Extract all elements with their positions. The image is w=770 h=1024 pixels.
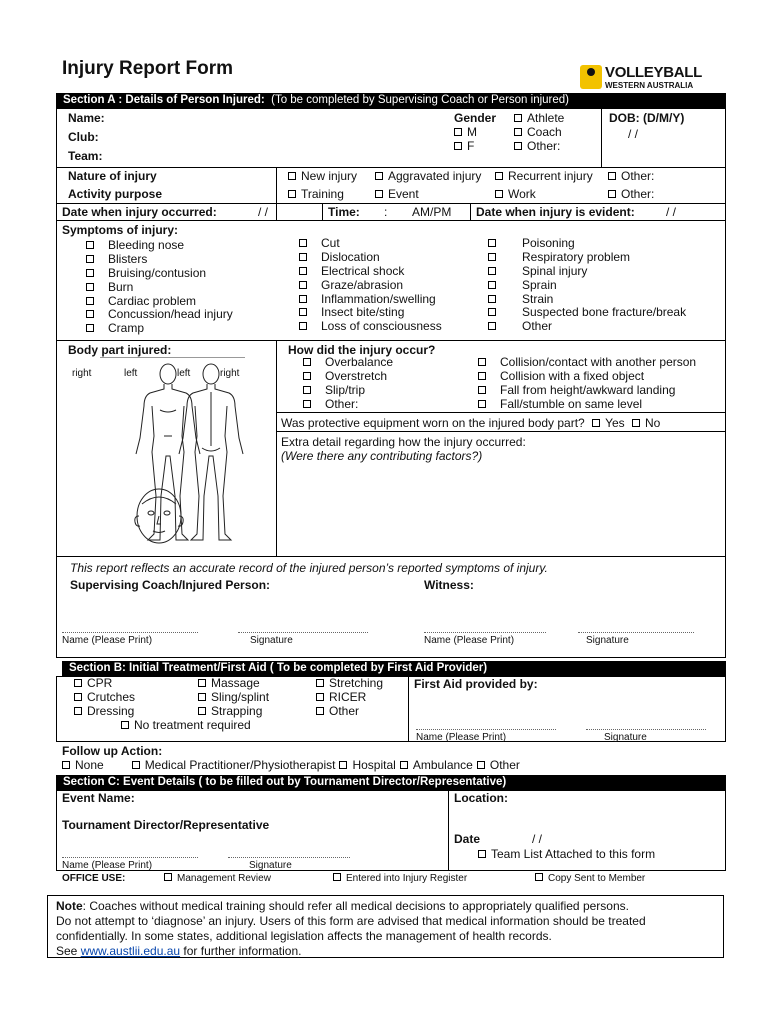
protective-yes-option[interactable]: Yes — [592, 416, 625, 430]
gender-m-option[interactable]: M — [454, 125, 477, 139]
note-line-2: Do not attempt to ‘diagnose’ an injury. Users of this form are advised that medical information should be treated — [56, 914, 646, 928]
first-aid-signature-caption: Signature — [604, 732, 647, 743]
office-use-label: OFFICE USE: — [62, 873, 126, 884]
how-option-label: Other: — [325, 397, 359, 411]
how-column-1 — [303, 356, 393, 412]
witness-signature-field[interactable] — [578, 632, 694, 633]
nature-recurrent-option[interactable]: Recurrent injury — [495, 169, 593, 183]
supervisor-signature-field[interactable] — [238, 632, 368, 633]
checkbox-icon — [632, 419, 640, 427]
symptom-option-0[interactable] — [86, 239, 233, 253]
follow-up-option-label: None — [75, 758, 104, 772]
nature-other-option[interactable]: Other: — [608, 169, 654, 183]
checkbox-icon — [495, 190, 503, 198]
date-evident-field[interactable]: / / — [666, 205, 677, 219]
body-back-left-label: left — [177, 368, 191, 379]
checkbox-icon — [488, 295, 496, 303]
symptom-option-label: Concussion/head injury — [108, 307, 233, 322]
protective-equipment-question: Was protective equipment worn on the injured body part? Yes No — [281, 416, 661, 430]
role-athlete-option[interactable]: Athlete — [514, 111, 564, 125]
date-occurred-label: Date when injury occurred: — [62, 205, 217, 219]
treatment-option[interactable] — [74, 704, 134, 718]
role-other-option[interactable]: Other: — [514, 139, 560, 153]
follow-up-option-label: Other — [489, 758, 520, 772]
symptom-option-label: Burn — [108, 279, 134, 294]
activity-work-option[interactable]: Work — [495, 187, 536, 201]
checkbox-icon — [514, 128, 522, 136]
checkbox-icon — [478, 372, 486, 380]
treatment-option-label: CPR — [87, 676, 113, 690]
how-column-2 — [478, 356, 696, 412]
symptom-option-label: Electrical shock — [321, 263, 405, 278]
checkbox-icon — [132, 761, 140, 769]
note-line-1: Note: Coaches without medical training should refer all medical decisions to appropriately qualified persons. — [56, 899, 629, 913]
checkbox-icon — [477, 761, 485, 769]
date-occurred-field[interactable]: / / — [258, 205, 269, 219]
symptom-option-1[interactable] — [299, 251, 442, 265]
checkbox-icon — [478, 358, 486, 366]
symptom-option-label: Graze/abrasion — [321, 277, 404, 292]
symptom-option-label: Inflammation/swelling — [321, 291, 436, 306]
symptom-option-6[interactable] — [299, 320, 442, 334]
symptom-option-5[interactable] — [299, 306, 442, 320]
volleyball-player-icon — [580, 65, 602, 89]
witness-name-caption: Name (Please Print) — [424, 635, 515, 646]
checkbox-icon — [608, 190, 616, 198]
team-list-option[interactable]: Team List Attached to this form — [478, 847, 655, 861]
symptoms-column-2 — [299, 237, 442, 334]
checkbox-icon — [74, 679, 82, 687]
date-evident-label: Date when injury is evident: — [476, 205, 635, 219]
follow-up-option[interactable] — [400, 758, 473, 772]
how-option-label: Collision/contact with another person — [500, 355, 697, 369]
event-name-label: Event Name: — [62, 791, 135, 805]
treatment-option-label: Massage — [211, 676, 260, 690]
checkbox-icon — [86, 310, 94, 318]
how-label: How did the injury occur? — [288, 343, 436, 357]
extra-detail-field[interactable] — [278, 465, 724, 554]
how-option-2[interactable] — [303, 384, 393, 398]
office-copy-sent-option[interactable]: Copy Sent to Member — [535, 872, 645, 886]
checkbox-icon — [400, 761, 408, 769]
date-label: Date — [454, 832, 481, 846]
checkbox-icon — [514, 114, 522, 122]
follow-up-option[interactable] — [132, 758, 336, 772]
symptom-option-label: Insect bite/sting — [321, 305, 405, 320]
follow-up-option[interactable] — [62, 758, 104, 772]
accuracy-statement: This report reflects an accurate record of the injured person’s reported symptoms of injury. — [70, 561, 548, 575]
checkbox-icon — [164, 873, 172, 881]
checkbox-icon — [198, 693, 206, 701]
extra-detail-label: Extra detail regarding how the injury occurred: — [281, 435, 526, 449]
activity-other-option[interactable]: Other: — [608, 187, 654, 201]
first-aid-provider-label: First Aid provided by: — [414, 677, 538, 691]
symptom-option-0[interactable] — [488, 237, 686, 251]
checkbox-icon — [608, 172, 616, 180]
checkbox-icon — [299, 308, 307, 316]
symptom-option-label: Spinal injury — [522, 263, 588, 278]
page-title: Injury Report Form — [62, 58, 234, 79]
director-name-field[interactable] — [62, 857, 198, 858]
witness-label: Witness: — [424, 578, 474, 592]
volleyball-wa-logo — [580, 62, 720, 92]
checkbox-icon — [86, 269, 94, 277]
team-label: Team: — [68, 149, 103, 163]
checkbox-icon — [86, 241, 94, 249]
symptom-option-label: Other — [522, 319, 553, 334]
witness-signature-caption: Signature — [586, 635, 629, 646]
location-label: Location: — [454, 791, 508, 805]
note-box — [47, 895, 724, 958]
first-aid-name-field[interactable] — [416, 729, 556, 730]
checkbox-icon — [375, 172, 383, 180]
symptoms-label: Symptoms of injury: — [62, 223, 179, 237]
symptom-option-2[interactable] — [86, 267, 233, 281]
no-treatment-option[interactable]: No treatment required — [121, 718, 251, 732]
symptom-option-label: Bruising/contusion — [108, 265, 207, 280]
dob-label: DOB: (D/M/Y) — [609, 111, 685, 125]
body-front-left-label: left — [124, 368, 138, 379]
checkbox-icon — [86, 297, 94, 305]
how-option-3[interactable] — [478, 398, 696, 412]
treatment-option[interactable] — [316, 704, 359, 718]
office-injury-register-option[interactable]: Entered into Injury Register — [333, 872, 467, 886]
treatment-option[interactable] — [198, 676, 260, 690]
checkbox-icon — [121, 721, 129, 729]
symptom-option-label: Loss of consciousness — [321, 319, 442, 334]
checkbox-icon — [375, 190, 383, 198]
how-option-label: Slip/trip — [325, 383, 366, 397]
symptom-option-label: Dislocation — [321, 249, 380, 264]
nature-aggravated-option[interactable]: Aggravated injury — [375, 169, 481, 183]
symptom-option-4[interactable] — [488, 293, 686, 307]
follow-up-option-label: Hospital — [352, 758, 396, 772]
symptom-option-label: Poisoning — [522, 236, 575, 250]
time-field[interactable]: : — [384, 205, 388, 219]
director-signature-caption: Signature — [249, 860, 292, 871]
symptoms-column-1 — [86, 239, 233, 336]
nature-new-option[interactable]: New injury — [288, 169, 357, 183]
gender-f-option[interactable]: F — [454, 139, 474, 153]
witness-name-field[interactable] — [424, 632, 546, 633]
checkbox-icon — [316, 707, 324, 715]
symptom-option-4[interactable] — [299, 293, 442, 307]
dob-field[interactable]: / / — [628, 127, 639, 141]
symptom-option-1[interactable] — [86, 253, 233, 267]
checkbox-icon — [299, 322, 307, 330]
checkbox-icon — [478, 400, 486, 408]
symptom-option-label: Cramp — [108, 321, 145, 336]
checkbox-icon — [303, 372, 311, 380]
checkbox-icon — [316, 693, 324, 701]
ampm-label: AM/PM — [412, 205, 452, 219]
treatment-option[interactable] — [198, 690, 269, 704]
how-option-label: Fall from height/awkward landing — [500, 383, 676, 397]
body-front-right-label: right — [72, 368, 92, 379]
name-label: Name: — [68, 111, 105, 125]
supervisor-name-caption: Name (Please Print) — [62, 635, 153, 646]
checkbox-icon — [74, 707, 82, 715]
checkbox-icon — [488, 253, 496, 261]
treatment-option[interactable] — [198, 704, 262, 718]
checkbox-icon — [488, 239, 496, 247]
symptom-option-5[interactable] — [488, 306, 686, 320]
treatment-option-label: Strapping — [211, 704, 263, 718]
checkbox-icon — [74, 693, 82, 701]
checkbox-icon — [198, 707, 206, 715]
treatment-option-label: Stretching — [329, 676, 384, 690]
supervisor-signature-caption: Signature — [250, 635, 293, 646]
body-back-right-label: right — [220, 368, 240, 379]
treatment-option-label: Sling/splint — [211, 690, 270, 704]
office-management-review-option[interactable]: Management Review — [164, 872, 271, 886]
symptom-option-label: Cut — [321, 236, 340, 250]
logo-main-text: VOLLEYBALL — [605, 64, 702, 81]
symptom-option-0[interactable] — [299, 237, 442, 251]
supervisor-name-field[interactable] — [62, 632, 198, 633]
symptom-option-3[interactable] — [488, 279, 686, 293]
treatment-option-label: RICER — [329, 690, 367, 704]
treatment-option-label: Other — [329, 704, 360, 718]
checkbox-icon — [535, 873, 543, 881]
checkbox-icon — [454, 128, 462, 136]
checkbox-icon — [478, 386, 486, 394]
activity-label: Activity purpose — [68, 187, 163, 201]
checkbox-icon — [86, 324, 94, 332]
symptom-option-label: Strain — [522, 291, 554, 306]
checkbox-icon — [592, 419, 600, 427]
checkbox-icon — [299, 239, 307, 247]
symptom-option-3[interactable] — [86, 281, 233, 295]
checkbox-icon — [86, 283, 94, 291]
checkbox-icon — [316, 679, 324, 687]
how-option-3[interactable] — [303, 398, 393, 412]
symptoms-column-3 — [488, 237, 686, 334]
symptom-option-5[interactable] — [86, 308, 233, 322]
checkbox-icon — [514, 142, 522, 150]
first-aid-signature-field[interactable] — [586, 729, 706, 730]
logo-sub-text: WESTERN AUSTRALIA — [605, 81, 694, 90]
director-signature-field[interactable] — [228, 857, 350, 858]
checkbox-icon — [86, 255, 94, 263]
follow-up-option-label: Ambulance — [412, 758, 473, 772]
extra-detail-sublabel: (Were there any contributing factors?) — [281, 449, 483, 463]
how-option-label: Overbalance — [325, 355, 394, 369]
symptom-option-label: Respiratory problem — [522, 249, 631, 264]
symptom-option-2[interactable] — [488, 265, 686, 279]
checkbox-icon — [299, 281, 307, 289]
how-option-label: Collision with a fixed object — [500, 369, 645, 383]
event-date-field[interactable]: / / — [532, 832, 543, 846]
checkbox-icon — [288, 172, 296, 180]
checkbox-icon — [339, 761, 347, 769]
checkbox-icon — [62, 761, 70, 769]
symptom-option-label: Cardiac problem — [108, 293, 197, 308]
treatment-option-label: Dressing — [87, 704, 135, 718]
note-line-3: confidentially. In some states, additional legislation affects the management of health records. — [56, 929, 552, 943]
checkbox-icon — [198, 679, 206, 687]
director-name-caption: Name (Please Print) — [62, 860, 153, 871]
body-part-label: Body part injured: — [68, 343, 172, 357]
protective-no-option[interactable]: No — [632, 416, 660, 430]
symptom-option-label: Suspected bone fracture/break — [522, 305, 687, 320]
gender-label: Gender — [454, 111, 497, 125]
how-option-2[interactable] — [478, 384, 696, 398]
checkbox-icon — [299, 267, 307, 275]
follow-up-options — [62, 758, 524, 772]
activity-event-option[interactable]: Event — [375, 187, 419, 201]
supervisor-label: Supervising Coach/Injured Person: — [70, 578, 271, 592]
club-label: Club: — [68, 130, 99, 144]
nature-label: Nature of injury — [68, 169, 157, 183]
checkbox-icon — [288, 190, 296, 198]
symptom-option-label: Bleeding nose — [108, 238, 185, 252]
how-option-label: Overstretch — [325, 369, 388, 383]
treatment-option[interactable] — [74, 690, 135, 704]
symptom-option-4[interactable] — [86, 295, 233, 309]
symptom-option-6[interactable] — [488, 320, 686, 334]
symptom-option-3[interactable] — [299, 279, 442, 293]
checkbox-icon — [303, 400, 311, 408]
austlii-link[interactable]: www.austlii.edu.au — [80, 944, 181, 958]
checkbox-icon — [488, 281, 496, 289]
treatment-option[interactable] — [316, 690, 366, 704]
section-c-header: Section C: Event Details ( to be filled out by Tournament Director/Representative) — [56, 775, 726, 790]
section-b-header: Section B: Initial Treatment/First Aid ( To be completed by First Aid Provider) — [62, 661, 726, 676]
checkbox-icon — [478, 850, 486, 858]
how-option-label: Fall/stumble on same level — [500, 397, 643, 411]
checkbox-icon — [333, 873, 341, 881]
how-option-1[interactable] — [303, 370, 393, 384]
symptom-option-label: Sprain — [522, 277, 557, 292]
symptom-option-1[interactable] — [488, 251, 686, 265]
treatment-option[interactable] — [74, 676, 112, 690]
checkbox-icon — [488, 322, 496, 330]
checkbox-icon — [488, 308, 496, 316]
treatment-option-label: Crutches — [87, 690, 136, 704]
symptom-option-6[interactable] — [86, 322, 233, 336]
checkbox-icon — [454, 142, 462, 150]
how-option-0[interactable] — [478, 356, 696, 370]
section-a-header: Section A : Details of Person Injured: (To be completed by Supervising Coach or Person injured) — [56, 93, 726, 108]
note-line-4: See www.austlii.edu.au for further information. — [56, 944, 302, 958]
follow-up-label: Follow up Action: — [62, 744, 163, 758]
first-aid-name-caption: Name (Please Print) — [416, 732, 507, 743]
follow-up-option[interactable] — [339, 758, 395, 772]
checkbox-icon — [303, 358, 311, 366]
symptom-option-label: Blisters — [108, 251, 148, 266]
time-label: Time: — [328, 205, 360, 219]
symptom-option-2[interactable] — [299, 265, 442, 279]
head-diagram[interactable] — [130, 486, 190, 550]
how-option-0[interactable] — [303, 356, 393, 370]
checkbox-icon — [303, 386, 311, 394]
checkbox-icon — [299, 253, 307, 261]
follow-up-option[interactable] — [477, 758, 520, 772]
role-coach-option[interactable]: Coach — [514, 125, 562, 139]
treatment-option[interactable] — [316, 676, 383, 690]
follow-up-option-label: Medical Practitioner/Physiotherapist — [144, 758, 336, 772]
activity-training-option[interactable]: Training — [288, 187, 344, 201]
checkbox-icon — [488, 267, 496, 275]
checkbox-icon — [299, 295, 307, 303]
checkbox-icon — [495, 172, 503, 180]
how-option-1[interactable] — [478, 370, 696, 384]
director-label: Tournament Director/Representative — [62, 818, 270, 832]
